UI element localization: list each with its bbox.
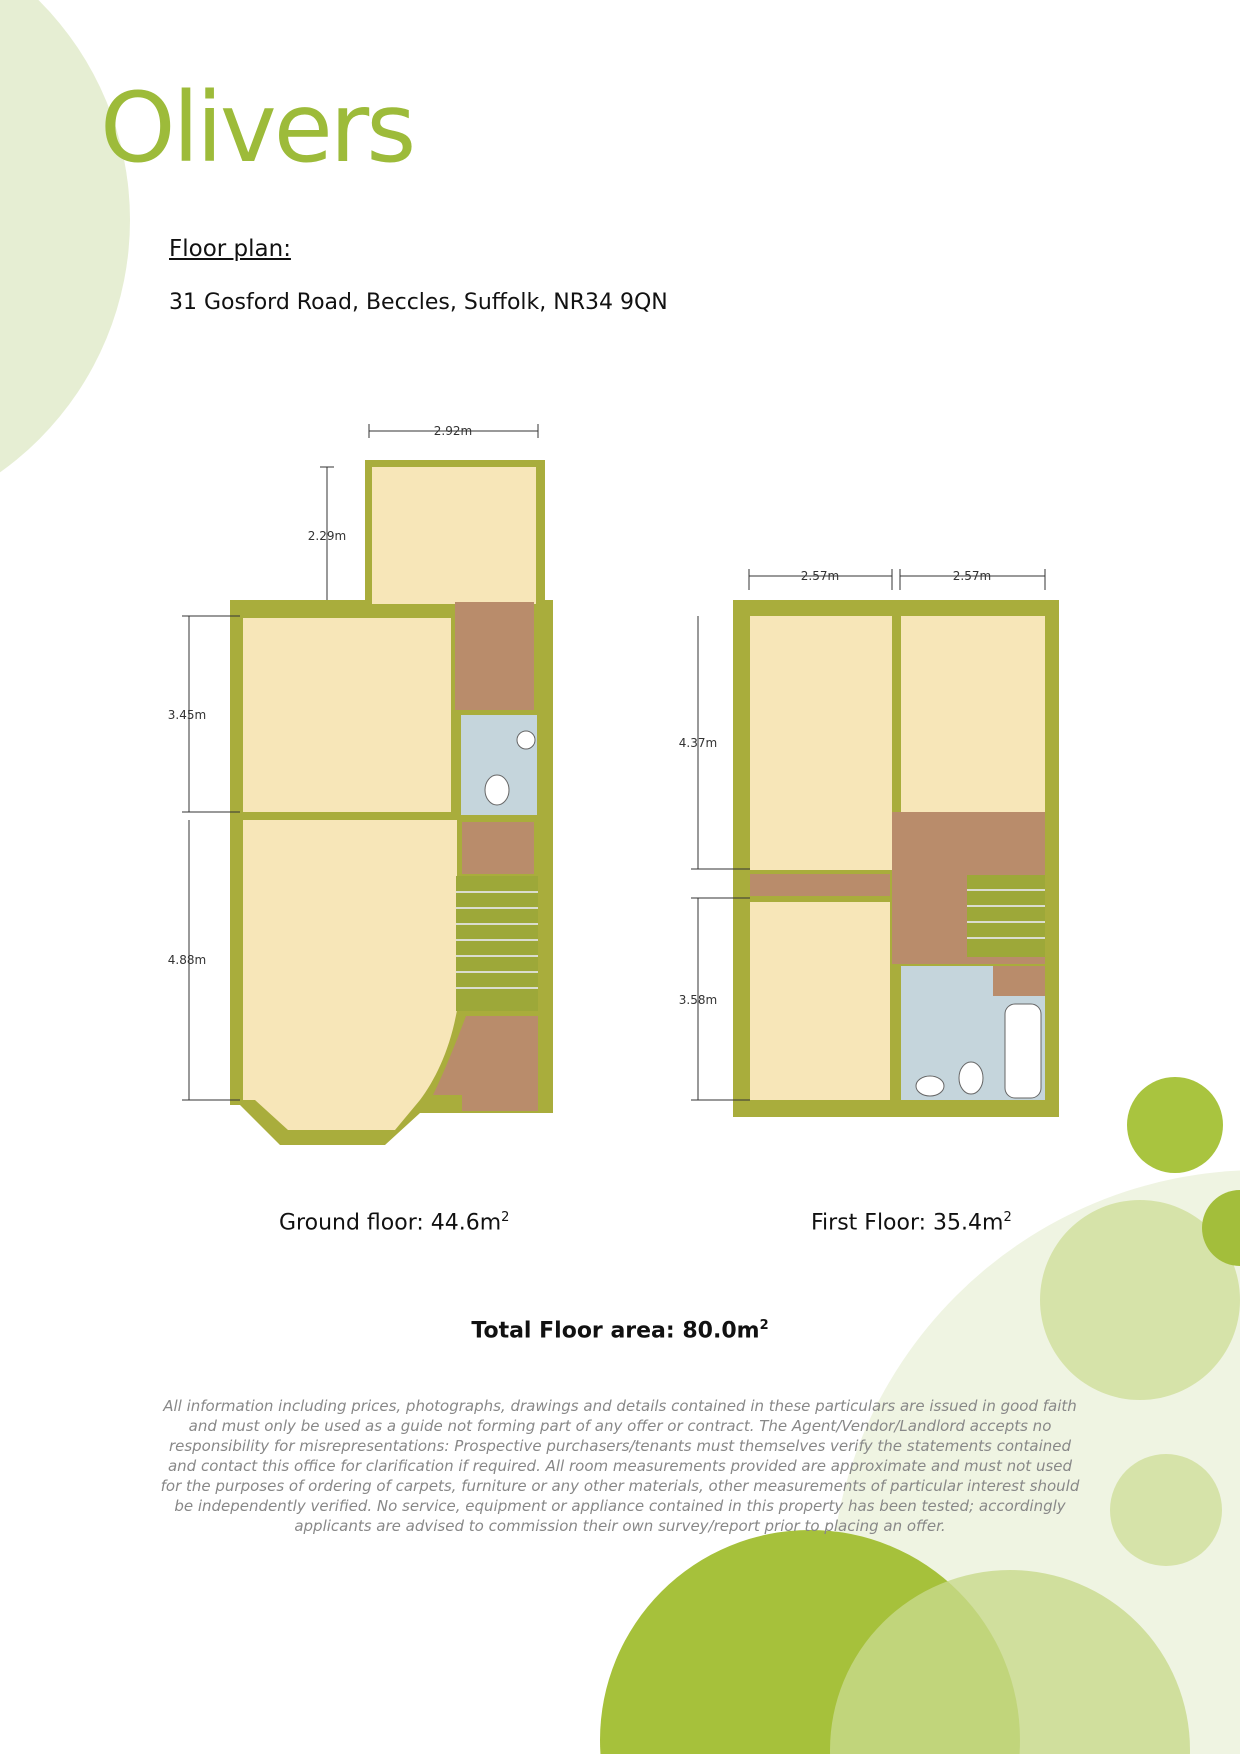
bedroom-2 xyxy=(901,616,1045,812)
ground-depth-mid-label: 3.45m xyxy=(167,708,207,722)
first-floor-area: First Floor: $35.4m^2$ xyxy=(811,1210,1012,1236)
disclaimer-text: All information including prices, photographs, drawings and details contained in these particulars are issued in good faith and must only be used as a guide not forming part of any offer or contract. The Agent/Vendor/Landlord accepts no responsibility for misrepresentations: Prospective purchasers/tenants must themselves verify the statements contained and contact this office for clarification if required. All room measurements provided are approximate and must not used for the purposes of ordering of carpets, furniture or any other materials, other measurements of particular interest should be independently verified. No service, equipment or appliance contained in this property has been tested; accordingly applicants are advised to commission their own survey/report prior to placing an offer. xyxy=(160,1397,1080,1535)
reception-room-front xyxy=(243,820,457,1130)
ground-width-top-label: 2.92m xyxy=(433,424,473,438)
first-width-left-label: 2.57m xyxy=(800,569,840,583)
first-depth-lower-label: 3.58m xyxy=(678,993,718,1007)
bedroom-1 xyxy=(750,616,892,870)
wc-basin-icon xyxy=(517,731,535,749)
ground-depth-top-label: 2.29m xyxy=(307,529,347,543)
page-heading: Floor plan: xyxy=(169,236,291,262)
first-depth-upper-label: 4.37m xyxy=(678,736,718,750)
ground-floor-area: Ground floor: $44.6m^2$ xyxy=(279,1210,510,1236)
reception-room-rear xyxy=(243,618,451,812)
basin-icon xyxy=(916,1076,944,1096)
brand-logo: Olivers xyxy=(100,72,414,184)
first-width-right-label: 2.57m xyxy=(952,569,992,583)
first-floor-stairs xyxy=(967,875,1045,957)
bathroom-store xyxy=(993,966,1045,996)
landing-corridor xyxy=(750,874,890,896)
toilet-icon xyxy=(959,1062,983,1094)
hallway-mid xyxy=(462,822,534,874)
ground-floor-plan xyxy=(168,424,553,1145)
ground-depth-lower-label: 4.88m xyxy=(167,953,207,967)
total-floor-area: Total Floor area: $80.0m^2$ xyxy=(471,1318,769,1344)
wc-toilet-icon xyxy=(485,775,509,805)
ground-floor-stairs xyxy=(456,876,538,1011)
hallway-top xyxy=(455,602,534,710)
rear-extension-room xyxy=(372,467,536,604)
bedroom-3 xyxy=(750,902,890,1100)
bath-icon xyxy=(1005,1004,1041,1098)
first-floor-plan xyxy=(679,569,1059,1117)
property-address: 31 Gosford Road, Beccles, Suffolk, NR34 9QN xyxy=(169,290,668,315)
